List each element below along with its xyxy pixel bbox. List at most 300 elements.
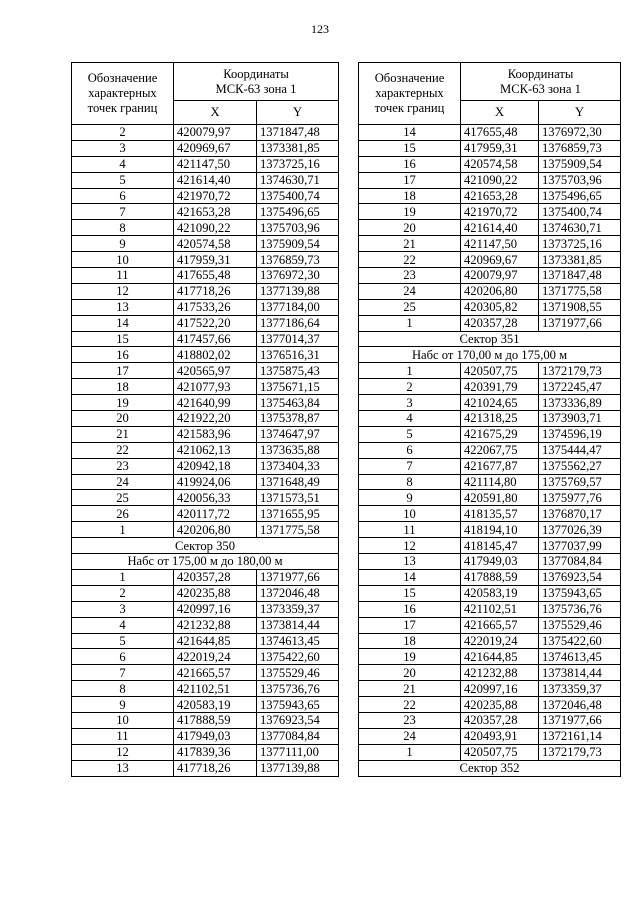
point-number-cell: 21 — [359, 681, 461, 697]
point-number-cell: 8 — [72, 681, 174, 697]
point-number-cell: 22 — [72, 442, 174, 458]
y-value-cell: 1371573,51 — [257, 490, 339, 506]
point-number-cell: 21 — [72, 426, 174, 442]
x-value-cell: 421102,51 — [174, 681, 257, 697]
point-number-cell: 3 — [359, 395, 461, 411]
x-value-cell: 421644,85 — [174, 633, 257, 649]
point-number-cell: 11 — [72, 268, 174, 284]
table-row — [359, 569, 621, 585]
table-row — [359, 681, 621, 697]
point-number-cell: 9 — [72, 236, 174, 252]
x-value-cell: 421665,57 — [461, 617, 539, 633]
table-row — [359, 697, 621, 713]
table-row — [72, 395, 339, 411]
y-value-cell: 1374596,19 — [539, 426, 621, 442]
y-value-cell: 1375875,43 — [257, 363, 339, 379]
y-value-cell: 1375378,87 — [257, 411, 339, 427]
y-value-cell: 1373903,71 — [539, 411, 621, 427]
point-number-cell: 16 — [72, 347, 174, 363]
y-value-cell: 1371908,55 — [539, 299, 621, 315]
x-value-cell: 417959,31 — [461, 140, 539, 156]
table-row — [72, 490, 339, 506]
point-number-cell: 10 — [72, 712, 174, 728]
x-value-cell: 420507,75 — [461, 744, 539, 760]
point-number-cell: 22 — [359, 697, 461, 713]
x-value-cell: 420507,75 — [461, 363, 539, 379]
x-value-cell: 421024,65 — [461, 395, 539, 411]
y-value-cell: 1374613,45 — [539, 649, 621, 665]
point-number-cell: 6 — [359, 442, 461, 458]
x-value-cell: 420056,33 — [174, 490, 257, 506]
point-number-cell: 7 — [72, 204, 174, 220]
x-value-cell: 417522,20 — [174, 315, 257, 331]
y-value-cell: 1376516,31 — [257, 347, 339, 363]
table-row — [72, 411, 339, 427]
y-value-cell: 1375671,15 — [257, 379, 339, 395]
x-value-cell: 417718,26 — [174, 283, 257, 299]
x-value-cell: 421583,96 — [174, 426, 257, 442]
y-value-cell: 1377084,84 — [539, 554, 621, 570]
table-row — [72, 728, 339, 744]
section-row — [359, 331, 621, 347]
x-value-cell: 421922,20 — [174, 411, 257, 427]
point-number-cell: 1 — [72, 569, 174, 585]
point-number-cell: 12 — [72, 744, 174, 760]
y-value-cell: 1374630,71 — [257, 172, 339, 188]
y-value-cell: 1375463,84 — [257, 395, 339, 411]
table-row — [72, 681, 339, 697]
y-value-cell: 1375943,65 — [257, 697, 339, 713]
y-value-cell: 1377026,39 — [539, 522, 621, 538]
x-value-cell: 420117,72 — [174, 506, 257, 522]
x-value-cell: 420583,19 — [461, 585, 539, 601]
table-row — [72, 617, 339, 633]
table-row — [72, 299, 339, 315]
x-value-cell: 420357,28 — [461, 315, 539, 331]
y-value-cell: 1376859,73 — [539, 140, 621, 156]
point-number-cell: 24 — [359, 728, 461, 744]
point-number-cell: 23 — [359, 712, 461, 728]
x-value-cell: 419924,06 — [174, 474, 257, 490]
x-value-cell: 420942,18 — [174, 458, 257, 474]
table-row — [359, 188, 621, 204]
y-value-cell: 1371977,66 — [539, 315, 621, 331]
x-value-cell: 420357,28 — [461, 712, 539, 728]
y-value-cell: 1373814,44 — [257, 617, 339, 633]
point-number-cell: 25 — [72, 490, 174, 506]
table-row — [359, 744, 621, 760]
y-value-cell: 1377084,84 — [257, 728, 339, 744]
x-header: X — [461, 101, 539, 125]
point-number-cell: 15 — [359, 585, 461, 601]
table-row — [72, 331, 339, 347]
section-label: Набс от 175,00 м до 180,00 м — [72, 554, 339, 570]
x-value-cell: 417959,31 — [174, 252, 257, 268]
coordinates-table-right — [358, 62, 621, 777]
x-value-cell: 422019,24 — [174, 649, 257, 665]
y-value-cell: 1372179,73 — [539, 744, 621, 760]
table-row — [359, 601, 621, 617]
point-number-cell: 1 — [359, 744, 461, 760]
point-number-cell: 19 — [359, 649, 461, 665]
y-value-cell: 1375529,46 — [257, 665, 339, 681]
point-number-cell: 16 — [359, 601, 461, 617]
x-value-cell: 421090,22 — [174, 220, 257, 236]
point-number-cell: 8 — [72, 220, 174, 236]
y-value-cell: 1375444,47 — [539, 442, 621, 458]
table-row — [359, 172, 621, 188]
y-value-cell: 1373725,16 — [539, 236, 621, 252]
table-row — [359, 712, 621, 728]
table-row — [72, 665, 339, 681]
point-number-cell: 8 — [359, 474, 461, 490]
x-value-cell: 421102,51 — [461, 601, 539, 617]
x-value-cell: 421970,72 — [174, 188, 257, 204]
table-row — [72, 315, 339, 331]
x-value-cell: 421062,13 — [174, 442, 257, 458]
x-value-cell: 421677,87 — [461, 458, 539, 474]
point-number-cell: 2 — [72, 585, 174, 601]
x-value-cell: 417888,59 — [174, 712, 257, 728]
table-row — [72, 649, 339, 665]
x-value-cell: 418135,57 — [461, 506, 539, 522]
table-row — [359, 426, 621, 442]
x-value-cell: 420574,58 — [174, 236, 257, 252]
point-number-cell: 20 — [72, 411, 174, 427]
point-number-cell: 4 — [72, 156, 174, 172]
x-value-cell: 420969,67 — [174, 140, 257, 156]
point-number-cell: 26 — [72, 506, 174, 522]
table-row — [359, 442, 621, 458]
point-number-cell: 10 — [72, 252, 174, 268]
point-number-cell: 6 — [72, 188, 174, 204]
point-number-cell: 13 — [359, 554, 461, 570]
x-value-cell: 421147,50 — [174, 156, 257, 172]
x-value-cell: 418802,02 — [174, 347, 257, 363]
y-value-cell: 1375529,46 — [539, 617, 621, 633]
y-value-cell: 1374613,45 — [257, 633, 339, 649]
y-value-cell: 1373404,33 — [257, 458, 339, 474]
point-number-cell: 20 — [359, 220, 461, 236]
x-value-cell: 417655,48 — [461, 125, 539, 141]
x-value-cell: 421653,28 — [461, 188, 539, 204]
x-value-cell: 420079,97 — [174, 125, 257, 141]
table-row — [72, 442, 339, 458]
point-number-cell: 5 — [359, 426, 461, 442]
table-row — [72, 601, 339, 617]
table-row — [359, 379, 621, 395]
x-value-cell: 420574,58 — [461, 156, 539, 172]
table-row — [359, 506, 621, 522]
x-value-cell: 422067,75 — [461, 442, 539, 458]
y-value-cell: 1377111,00 — [257, 744, 339, 760]
x-value-cell: 420591,80 — [461, 490, 539, 506]
point-number-cell: 11 — [72, 728, 174, 744]
section-row — [72, 554, 339, 570]
table-row — [72, 172, 339, 188]
coords-header-line1: Координаты — [223, 66, 289, 81]
x-value-cell: 421147,50 — [461, 236, 539, 252]
point-header: Обозначение характерных точек границ — [72, 63, 174, 125]
y-value-cell: 1375909,54 — [257, 236, 339, 252]
y-value-cell: 1375769,57 — [539, 474, 621, 490]
table-row — [359, 411, 621, 427]
table-row — [72, 712, 339, 728]
x-value-cell: 420583,19 — [174, 697, 257, 713]
point-number-cell: 18 — [72, 379, 174, 395]
y-value-cell: 1373336,89 — [539, 395, 621, 411]
x-value-cell: 421077,93 — [174, 379, 257, 395]
table-row — [359, 299, 621, 315]
y-value-cell: 1371648,49 — [257, 474, 339, 490]
x-header: X — [174, 101, 257, 125]
y-value-cell: 1374647,97 — [257, 426, 339, 442]
table-row — [359, 458, 621, 474]
table-row — [359, 363, 621, 379]
point-number-cell: 6 — [72, 649, 174, 665]
table-row — [72, 363, 339, 379]
y-value-cell: 1377184,00 — [257, 299, 339, 315]
table-row — [72, 140, 339, 156]
x-value-cell: 420305,82 — [461, 299, 539, 315]
point-number-cell: 12 — [72, 283, 174, 299]
point-number-cell: 23 — [359, 268, 461, 284]
y-value-cell: 1375736,76 — [257, 681, 339, 697]
y-value-cell: 1371977,66 — [539, 712, 621, 728]
point-number-cell: 24 — [359, 283, 461, 299]
table-row — [359, 125, 621, 141]
point-number-cell: 17 — [72, 363, 174, 379]
left-table-body — [72, 125, 339, 777]
table-row — [359, 204, 621, 220]
point-number-cell: 22 — [359, 252, 461, 268]
x-value-cell: 420997,16 — [174, 601, 257, 617]
x-value-cell: 420969,67 — [461, 252, 539, 268]
table-row — [359, 315, 621, 331]
y-value-cell: 1376923,54 — [539, 569, 621, 585]
table-row — [72, 283, 339, 299]
point-number-cell: 21 — [359, 236, 461, 252]
coords-header — [174, 63, 339, 101]
y-value-cell: 1371847,48 — [539, 268, 621, 284]
table-row — [72, 585, 339, 601]
y-value-cell: 1372245,47 — [539, 379, 621, 395]
table-row — [72, 125, 339, 141]
y-value-cell: 1371847,48 — [257, 125, 339, 141]
y-value-cell: 1375977,76 — [539, 490, 621, 506]
table-row — [72, 569, 339, 585]
point-number-cell: 18 — [359, 633, 461, 649]
x-value-cell: 417949,03 — [461, 554, 539, 570]
y-value-cell: 1372161,14 — [539, 728, 621, 744]
x-value-cell: 417888,59 — [461, 569, 539, 585]
point-number-cell: 11 — [359, 522, 461, 538]
table-row — [72, 744, 339, 760]
y-value-cell: 1373381,85 — [539, 252, 621, 268]
point-number-cell: 1 — [359, 363, 461, 379]
x-value-cell: 417718,26 — [174, 760, 257, 776]
point-number-cell: 23 — [72, 458, 174, 474]
point-number-cell: 19 — [359, 204, 461, 220]
point-number-cell: 2 — [359, 379, 461, 395]
x-value-cell: 421675,29 — [461, 426, 539, 442]
table-row — [72, 347, 339, 363]
y-value-cell: 1377014,37 — [257, 331, 339, 347]
y-value-cell: 1375943,65 — [539, 585, 621, 601]
y-header: Y — [539, 101, 621, 125]
table-row — [359, 490, 621, 506]
section-label: Сектор 350 — [72, 538, 339, 554]
x-value-cell: 420565,97 — [174, 363, 257, 379]
table-row — [72, 633, 339, 649]
table-row — [72, 697, 339, 713]
x-value-cell: 421614,40 — [174, 172, 257, 188]
x-value-cell: 421614,40 — [461, 220, 539, 236]
point-number-cell: 9 — [359, 490, 461, 506]
table-row — [72, 506, 339, 522]
point-number-cell: 14 — [359, 569, 461, 585]
y-value-cell: 1375703,96 — [257, 220, 339, 236]
point-number-cell: 5 — [72, 172, 174, 188]
table-row — [359, 474, 621, 490]
y-value-cell: 1374630,71 — [539, 220, 621, 236]
y-value-cell: 1373359,37 — [257, 601, 339, 617]
y-value-cell: 1373359,37 — [539, 681, 621, 697]
table-row — [359, 236, 621, 252]
x-value-cell: 420357,28 — [174, 569, 257, 585]
y-value-cell: 1373725,16 — [257, 156, 339, 172]
x-value-cell: 417533,26 — [174, 299, 257, 315]
y-value-cell: 1376870,17 — [539, 506, 621, 522]
table-row — [359, 140, 621, 156]
x-value-cell: 421640,99 — [174, 395, 257, 411]
table-row — [359, 585, 621, 601]
point-number-cell: 5 — [72, 633, 174, 649]
section-row — [359, 347, 621, 363]
x-value-cell: 420235,88 — [174, 585, 257, 601]
point-number-cell: 17 — [359, 172, 461, 188]
table-row — [359, 554, 621, 570]
right-table-body — [359, 125, 621, 777]
table-row — [72, 760, 339, 776]
coords-header-line1: Координаты — [507, 66, 574, 81]
point-number-cell: 2 — [72, 125, 174, 141]
y-value-cell: 1377139,88 — [257, 760, 339, 776]
table-row — [359, 252, 621, 268]
point-number-cell: 17 — [359, 617, 461, 633]
point-number-cell: 14 — [72, 315, 174, 331]
section-row — [359, 760, 621, 776]
y-value-cell: 1375496,65 — [257, 204, 339, 220]
table-row — [359, 665, 621, 681]
table-row — [359, 617, 621, 633]
y-value-cell: 1375400,74 — [257, 188, 339, 204]
y-value-cell: 1375496,65 — [539, 188, 621, 204]
x-value-cell: 421090,22 — [461, 172, 539, 188]
point-number-cell: 3 — [72, 601, 174, 617]
y-value-cell: 1373381,85 — [257, 140, 339, 156]
x-value-cell: 421114,80 — [461, 474, 539, 490]
section-label: Сектор 352 — [359, 760, 621, 776]
y-value-cell: 1375422,60 — [257, 649, 339, 665]
table-row — [359, 395, 621, 411]
y-value-cell: 1376859,73 — [257, 252, 339, 268]
x-value-cell: 420391,79 — [461, 379, 539, 395]
point-number-cell: 1 — [72, 522, 174, 538]
point-number-cell: 4 — [359, 411, 461, 427]
table-row — [72, 156, 339, 172]
y-value-cell: 1375909,54 — [539, 156, 621, 172]
table-row — [359, 649, 621, 665]
point-number-cell: 4 — [72, 617, 174, 633]
point-number-cell: 13 — [72, 760, 174, 776]
coordinates-table-left — [71, 62, 339, 777]
x-value-cell: 421665,57 — [174, 665, 257, 681]
point-number-cell: 10 — [359, 506, 461, 522]
x-value-cell: 421653,28 — [174, 204, 257, 220]
x-value-cell: 418194,10 — [461, 522, 539, 538]
point-number-cell: 12 — [359, 538, 461, 554]
point-number-cell: 24 — [72, 474, 174, 490]
x-value-cell: 417839,36 — [174, 744, 257, 760]
y-value-cell: 1376972,30 — [257, 268, 339, 284]
table-row — [72, 252, 339, 268]
coords-header-line2: МСК-63 зона 1 — [215, 81, 297, 96]
point-number-cell: 15 — [359, 140, 461, 156]
point-number-cell: 18 — [359, 188, 461, 204]
y-value-cell: 1376923,54 — [257, 712, 339, 728]
page-number: 123 — [311, 22, 329, 36]
y-value-cell: 1371775,58 — [539, 283, 621, 299]
y-value-cell: 1376972,30 — [539, 125, 621, 141]
point-header: Обозначение характерных точек границ — [359, 63, 461, 125]
x-value-cell: 420997,16 — [461, 681, 539, 697]
table-row — [72, 426, 339, 442]
point-number-cell: 19 — [72, 395, 174, 411]
table-row — [359, 220, 621, 236]
table-row — [72, 379, 339, 395]
y-value-cell: 1372179,73 — [539, 363, 621, 379]
section-label: Сектор 351 — [359, 331, 621, 347]
y-value-cell: 1375562,27 — [539, 458, 621, 474]
table-row — [359, 728, 621, 744]
x-value-cell: 420079,97 — [461, 268, 539, 284]
y-value-cell: 1372046,48 — [539, 697, 621, 713]
x-value-cell: 421232,88 — [174, 617, 257, 633]
table-row — [72, 474, 339, 490]
table-row — [72, 236, 339, 252]
point-number-cell: 1 — [359, 315, 461, 331]
point-number-cell: 7 — [359, 458, 461, 474]
y-value-cell: 1371977,66 — [257, 569, 339, 585]
y-value-cell: 1373635,88 — [257, 442, 339, 458]
table-row — [72, 204, 339, 220]
table-row — [359, 522, 621, 538]
table-row — [72, 220, 339, 236]
x-value-cell: 420206,80 — [174, 522, 257, 538]
point-number-cell: 7 — [72, 665, 174, 681]
x-value-cell: 421970,72 — [461, 204, 539, 220]
y-value-cell: 1377139,88 — [257, 283, 339, 299]
point-number-cell: 16 — [359, 156, 461, 172]
table-row — [359, 538, 621, 554]
x-value-cell: 417949,03 — [174, 728, 257, 744]
y-value-cell: 1377186,64 — [257, 315, 339, 331]
x-value-cell: 422019,24 — [461, 633, 539, 649]
section-label: Набс от 170,00 м до 175,00 м — [359, 347, 621, 363]
coords-header-line2: МСК-63 зона 1 — [500, 81, 581, 96]
x-value-cell: 420493,91 — [461, 728, 539, 744]
